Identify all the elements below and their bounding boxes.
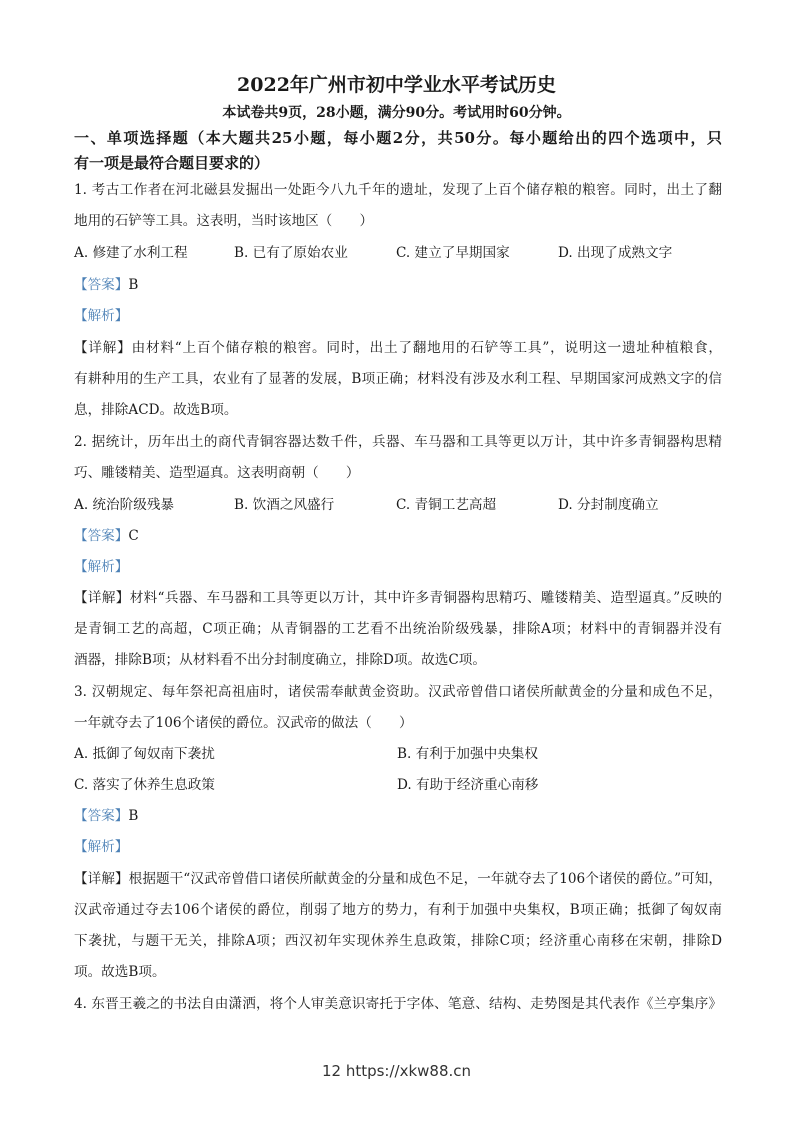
- q2-stem: 2. 据统计，历年出土的商代青铜容器达数千件，兵器、车马器和工具等更以万计，其中许多青铜器构思精: [74, 434, 722, 450]
- section-heading-cont: 有一项是最符合题目要求的）: [74, 154, 270, 172]
- q2-option-c: C. 青铜工艺高超: [396, 497, 497, 513]
- q1-analysis: [74, 307, 722, 325]
- q1-answer: [74, 276, 722, 294]
- q3-option-a: A. 抵御了匈奴南下袭扰: [74, 746, 215, 762]
- q3-detail: 下袭扰，与题干无关，排除A项；西汉初年实现休养生息政策，排除C项；经济重心南移在宋朝，排除D: [74, 933, 722, 949]
- q1-option-c: C. 建立了早期国家: [396, 245, 510, 261]
- q2-detail: 酒器，排除B项；从材料看不出分封制度确立，排除D项。故选C项。: [74, 652, 486, 668]
- q1-detail: 有耕种用的生产工具，农业有了显著的发展，B项正确；材料没有涉及水利工程、早期国家河成熟文字的信: [74, 371, 722, 387]
- q2-option-a: A. 统治阶级残暴: [74, 497, 175, 513]
- q3-stem: 3. 汉朝规定、每年祭祀高祖庙时，诸侯需奉献黄金资助。汉武帝曾借口诸侯所献黄金的分量和成色不足，: [74, 684, 722, 700]
- q1-detail: [74, 339, 722, 357]
- answer-value: C: [128, 528, 139, 544]
- q2-stem: 巧、雕镂精美、造型逼真。这表明商朝（ ）: [74, 465, 360, 481]
- detail-text: 由材料“上百个储存粮的粮窖。同时，出土了翻地用的石铲等工具”，说明这一遗址种植粮食，: [131, 340, 722, 356]
- detail-text: 材料“兵器、车马器和工具等更以万计，其中许多青铜器构思精巧、雕镂精美、造型逼真。”反映的: [129, 590, 722, 606]
- q3-detail: [74, 870, 722, 888]
- q1-option-d: D. 出现了成熟文字: [558, 245, 673, 261]
- q2-answer: [74, 527, 722, 545]
- page-title: 2022年广州市初中学业水平考试历史: [237, 74, 556, 96]
- answer-value: B: [128, 277, 139, 293]
- q3-detail: 汉武帝通过夺去106个诸侯的爵位，削弱了地方的势力，有利于加强中央集权，B项正确；抵御了匈奴南: [74, 902, 722, 918]
- q3-option-d: D. 有助于经济重心南移: [397, 777, 539, 793]
- q2-detail: [74, 589, 722, 607]
- q4-stem: 4. 东晋王羲之的书法自由潇洒，将个人审美意识寄托于字体、笔意、结构、走势图是其代表作《兰亭集序》: [74, 996, 722, 1012]
- q2-option-d: D. 分封制度确立: [558, 497, 659, 513]
- answer-label: 【答案】: [74, 528, 129, 544]
- q3-option-c: C. 落实了休养生息政策: [74, 777, 215, 793]
- q2-analysis: [74, 558, 722, 576]
- q3-detail: 项。故选B项。: [74, 964, 166, 980]
- answer-label: 【答案】: [74, 277, 129, 293]
- detail-label: 【详解】: [74, 340, 132, 356]
- detail-label: 【详解】: [74, 871, 129, 887]
- section-heading: 一、单项选择题（本大题共25小题，每小题2分，共50分。每小题给出的四个选项中，只: [74, 129, 722, 147]
- q3-stem: 一年就夺去了106个诸侯的爵位。汉武帝的做法（ ）: [74, 715, 413, 731]
- q1-detail: 息，排除ACD。故选B项。: [74, 402, 238, 418]
- detail-label: 【详解】: [74, 590, 130, 606]
- exam-info: 本试卷共9页，28小题，满分90分。考试用时60分钟。: [222, 105, 571, 121]
- q1-option-b: B. 已有了原始农业: [234, 245, 348, 261]
- q1-stem: 地用的石铲等工具。这表明，当时该地区（ ）: [74, 213, 374, 229]
- q2-detail: 是青铜工艺的高超，C项正确；从青铜器的工艺看不出统治阶级残暴，排除A项；材料中的青铜器并没有: [74, 621, 722, 637]
- q3-answer: [74, 807, 722, 825]
- answer-value: B: [128, 808, 139, 824]
- analysis-label: 【解析】: [74, 839, 129, 855]
- q3-analysis: [74, 838, 722, 856]
- q1-option-a: A. 修建了水利工程: [74, 245, 188, 261]
- detail-text: 根据题干“汉武帝曾借口诸侯所献黄金的分量和成色不足，一年就夺去了106个诸侯的爵位。”可知，: [128, 871, 723, 887]
- analysis-label: 【解析】: [74, 308, 129, 324]
- q1-stem: 1. 考古工作者在河北磁县发掘出一处距今八九千年的遗址，发现了上百个储存粮的粮窖。同时，出土了翻: [74, 182, 722, 198]
- q3-option-b: B. 有利于加强中央集权: [397, 746, 538, 762]
- analysis-label: 【解析】: [74, 559, 129, 575]
- q2-option-b: B. 饮酒之风盛行: [234, 497, 335, 513]
- answer-label: 【答案】: [74, 808, 129, 824]
- page-footer: 12 https://xkw88.cn: [321, 1062, 472, 1080]
